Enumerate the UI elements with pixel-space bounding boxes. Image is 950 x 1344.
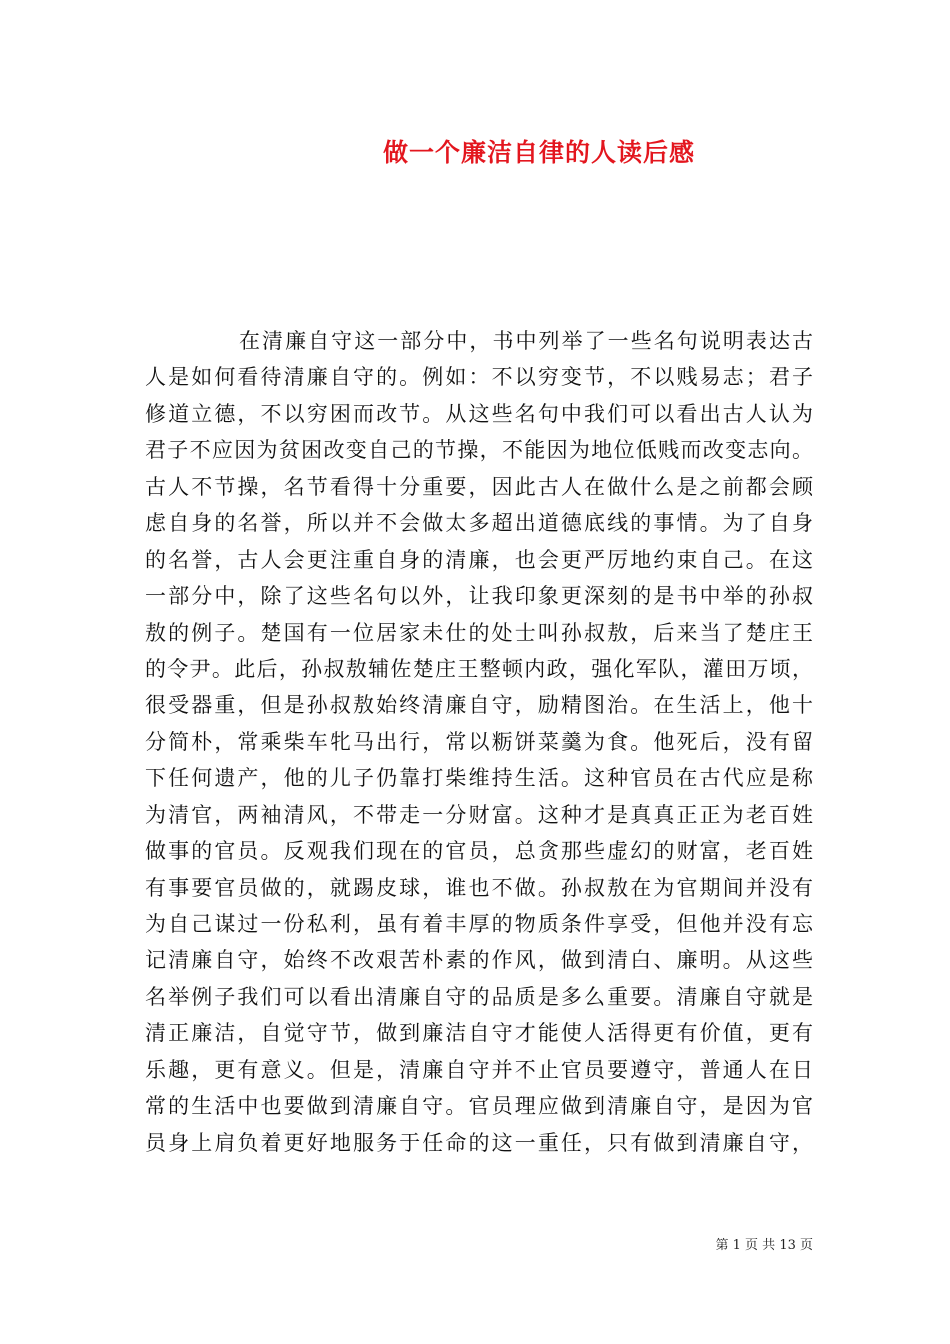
page-number-footer: 第 1 页 共 13 页 <box>715 1238 813 1253</box>
paragraph-line: 人是如何看待清廉自守的。例如：不以穷变节，不以贱易志；君子 <box>145 365 813 390</box>
paragraph-line: 古人不节操，名节看得十分重要，因此古人在做什么是之前都会顾 <box>145 474 813 499</box>
paragraph-line: 为自己谋过一份私利，虽有着丰厚的物质条件享受，但他并没有忘 <box>145 912 813 936</box>
paragraph-line: 君子不应因为贫困改变自己的节操，不能因为地位低贱而改变志向。 <box>145 438 813 463</box>
paragraph-line: 很受器重，但是孙叔敖始终清廉自守，励精图治。在生活上，他十 <box>145 693 813 718</box>
paragraph-line: 下任何遗产，他的儿子仍靠打柴维持生活。这种官员在古代应是称 <box>145 766 813 791</box>
paragraph-line: 名举例子我们可以看出清廉自守的品质是多么重要。清廉自守就是 <box>145 984 813 1009</box>
paragraph-line: 为清官，两袖清风，不带走一分财富。这种才是真真正正为老百姓 <box>145 802 813 827</box>
paragraph-line: 清正廉洁，自觉守节，做到廉洁自守才能使人活得更有价值，更有 <box>145 1021 813 1046</box>
paragraph-line: 在清廉自守这一部分中，书中列举了一些名句说明表达古 <box>239 329 813 353</box>
paragraph-line: 敖的例子。楚国有一位居家未仕的处士叫孙叔敖，后来当了楚庄王 <box>145 620 813 645</box>
paragraph-line: 有事要官员做的，就踢皮球，谁也不做。孙叔敖在为官期间并没有 <box>145 875 813 900</box>
paragraph-line: 记清廉自守，始终不改艰苦朴素的作风，做到清白、廉明。从这些 <box>145 948 813 973</box>
paragraph-line: 一部分中，除了这些名句以外，让我印象更深刻的是书中举的孙叔 <box>145 584 813 609</box>
document-body <box>145 323 813 1161</box>
paragraph-line: 修道立德，不以穷困而改节。从这些名句中我们可以看出古人认为 <box>145 401 813 426</box>
paragraph-line: 员身上肩负着更好地服务于任命的这一重任，只有做到清廉自守， <box>145 1130 813 1155</box>
paragraph-line: 的名誉，古人会更注重自身的清廉，也会更严厉地约束自己。在这 <box>145 547 813 572</box>
paragraph-line: 分简朴，常乘柴车牝马出行，常以粝饼菜羹为食。他死后，没有留 <box>145 729 813 754</box>
paragraph-line: 做事的官员。反观我们现在的官员，总贪那些虚幻的财富，老百姓 <box>145 839 813 864</box>
document-title: 做一个廉洁自律的人读后感 <box>382 138 695 167</box>
paragraph-line: 常的生活中也要做到清廉自守。官员理应做到清廉自守，是因为官 <box>145 1094 813 1119</box>
paragraph-line: 乐趣，更有意义。但是，清廉自守并不止官员要遵守，普通人在日 <box>145 1057 813 1082</box>
paragraph-line: 虑自身的名誉，所以并不会做太多超出道德底线的事情。为了自身 <box>145 511 813 536</box>
paragraph-line: 的令尹。此后，孙叔敖辅佐楚庄王整顿内政，强化军队，灌田万顷， <box>145 656 813 681</box>
